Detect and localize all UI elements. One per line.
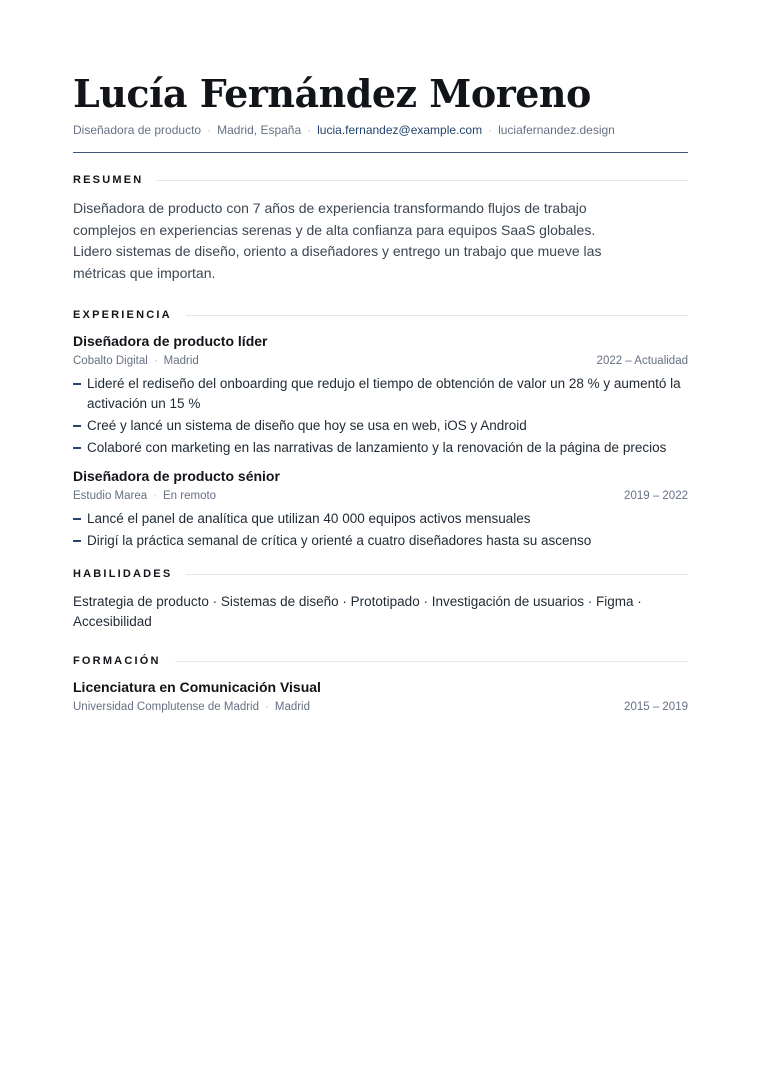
job-title: Diseñadora de producto líder bbox=[73, 333, 268, 349]
section-header bbox=[73, 308, 688, 322]
section-divider bbox=[157, 180, 688, 181]
job-title: Diseñadora de producto sénior bbox=[73, 468, 280, 484]
job-bullets bbox=[73, 509, 688, 551]
job-dates: 2019 – 2022 bbox=[624, 490, 688, 502]
skills-text: Estrategia de producto · Sistemas de diseño · Prototipado · Investigación de usuarios · Figma · Accesibilidad bbox=[73, 594, 642, 629]
section-divider bbox=[186, 315, 688, 316]
bullet-item bbox=[73, 531, 688, 551]
job-entry bbox=[73, 467, 688, 551]
degree-title: Licenciatura en Comunicación Visual bbox=[73, 679, 321, 695]
bullet-item bbox=[73, 374, 688, 414]
contact-separator: · bbox=[488, 123, 493, 137]
section-header bbox=[73, 173, 688, 187]
section-divider bbox=[186, 574, 688, 575]
job-entry bbox=[73, 332, 688, 458]
school-name: Universidad Complutense de Madrid bbox=[73, 701, 260, 713]
education-dates: 2015 – 2019 bbox=[624, 701, 688, 713]
education-heading: FORMACIÓN bbox=[73, 655, 161, 667]
experience-heading: EXPERIENCIA bbox=[73, 309, 172, 321]
bullet-item bbox=[73, 416, 688, 436]
dash-icon bbox=[73, 447, 81, 449]
bullet-item bbox=[73, 438, 688, 458]
bullet-text: Colaboré con marketing en las narrativas de lanzamiento y la renovación de la página de precios bbox=[87, 440, 667, 455]
bullet-text: Lancé el panel de analítica que utilizan 40 000 equipos activos mensuales bbox=[87, 511, 531, 526]
job-location: En remoto bbox=[163, 490, 217, 502]
summary-section bbox=[73, 173, 688, 284]
header-divider bbox=[73, 152, 688, 153]
meta-separator: · bbox=[153, 355, 158, 367]
contact-location: Madrid, España bbox=[217, 123, 302, 137]
bullet-text: Dirigí la práctica semanal de crítica y orienté a cuatro diseñadores hasta su ascenso bbox=[87, 533, 592, 548]
job-dates: 2022 – Actualidad bbox=[596, 355, 688, 367]
bullet-item bbox=[73, 509, 688, 529]
education-entry bbox=[73, 678, 688, 715]
contact-role: Diseñadora de producto bbox=[73, 123, 202, 137]
contact-separator: · bbox=[307, 123, 312, 137]
dash-icon bbox=[73, 383, 81, 385]
section-divider bbox=[175, 661, 688, 662]
job-company: Cobalto Digital bbox=[73, 355, 148, 367]
job-location: Madrid bbox=[163, 355, 199, 367]
meta-separator: · bbox=[153, 490, 157, 502]
contact-website-link[interactable]: luciafernandez.design bbox=[498, 123, 615, 137]
job-meta bbox=[73, 353, 688, 369]
education-section bbox=[73, 654, 688, 715]
dash-icon bbox=[73, 518, 81, 520]
dash-icon bbox=[73, 425, 81, 427]
meta-separator: · bbox=[265, 701, 269, 713]
job-meta bbox=[73, 488, 688, 504]
contact-email-link[interactable]: lucia.fernandez@example.com bbox=[317, 123, 483, 137]
summary-text: Diseñadora de producto con 7 años de experiencia transformando flujos de trabajo complejos en experiencias serenas y de alta confianza para equipos SaaS globales. Lidero sistemas de diseño, oriento a diseñadores y entrego un trabajo que mueve las métricas que importan. bbox=[73, 200, 602, 281]
skills-heading: HABILIDADES bbox=[73, 568, 173, 580]
experience-section bbox=[73, 308, 688, 551]
candidate-name: Lucía Fernández Moreno bbox=[73, 71, 591, 116]
dash-icon bbox=[73, 540, 81, 542]
summary-heading: RESUMEN bbox=[73, 174, 144, 186]
job-company: Estudio Marea bbox=[73, 490, 148, 502]
bullet-text: Creé y lancé un sistema de diseño que hoy se usa en web, iOS y Android bbox=[87, 418, 527, 433]
bullet-text: Lideré el rediseño del onboarding que redujo el tiempo de obtención de valor un 28 % y aumentó la activación un 15 % bbox=[87, 376, 681, 411]
contact-separator: · bbox=[207, 123, 212, 137]
education-meta bbox=[73, 699, 688, 715]
section-header bbox=[73, 654, 688, 668]
job-bullets bbox=[73, 374, 688, 458]
school-location: Madrid bbox=[274, 701, 311, 713]
contact-line bbox=[73, 122, 688, 138]
section-header bbox=[73, 567, 688, 581]
skills-section bbox=[73, 567, 688, 632]
